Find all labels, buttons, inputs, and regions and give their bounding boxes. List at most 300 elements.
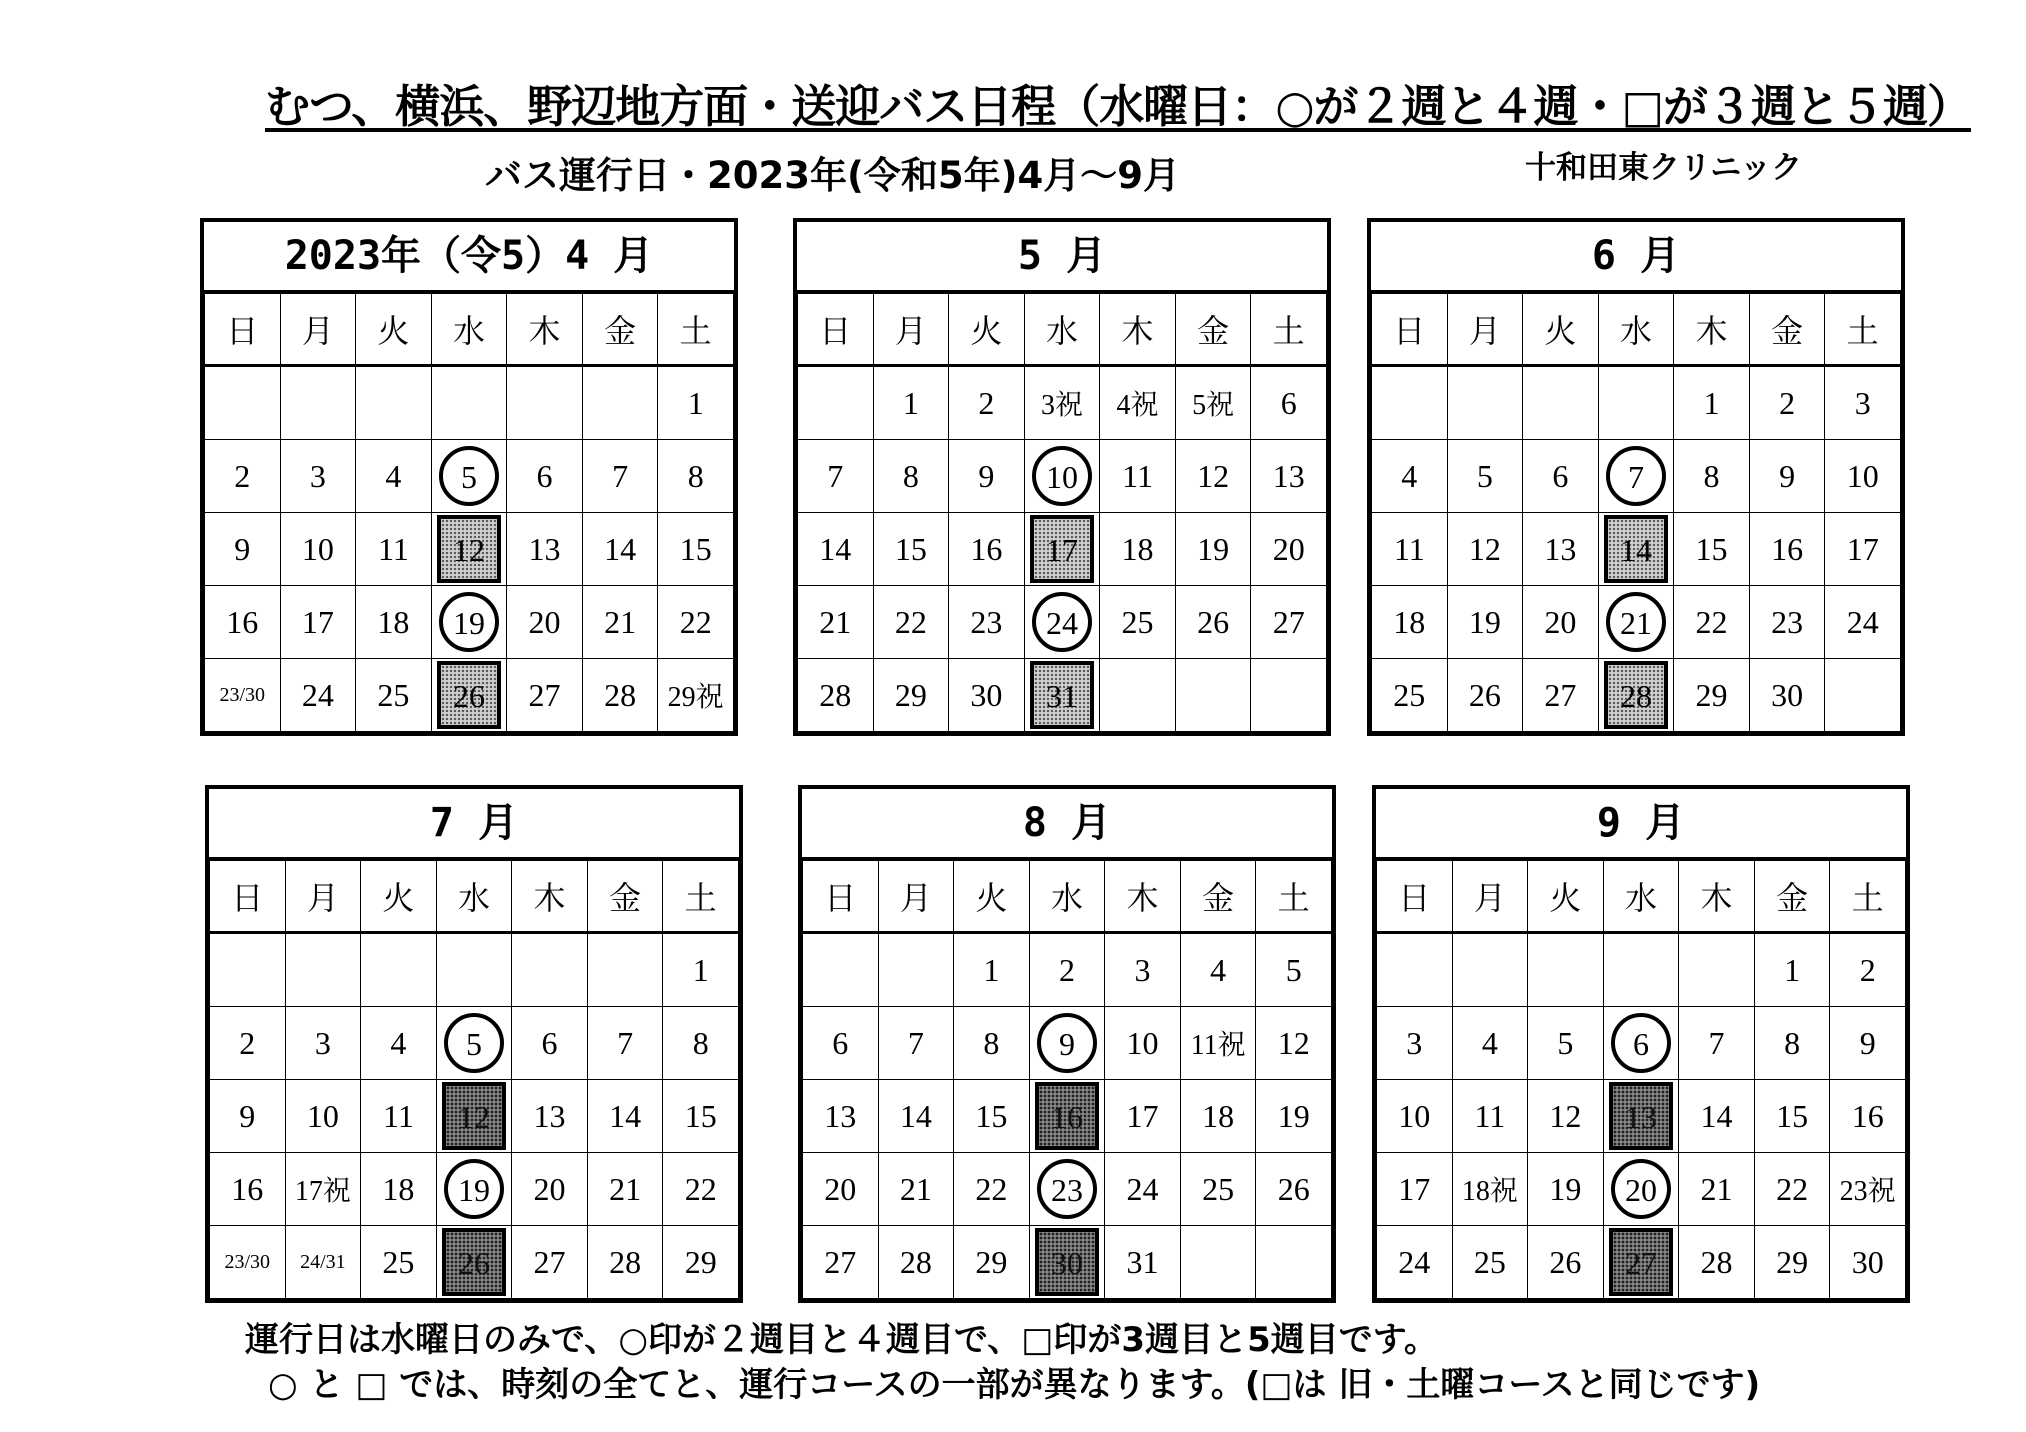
week-row [1377,1226,1906,1299]
month-title: 5 月 [797,222,1327,293]
day-cell: 10 [285,1080,361,1153]
day-cell: 17 [1377,1153,1453,1226]
day-cell: 3 [280,440,356,513]
day-cell: 6 [512,1007,588,1080]
day-cell [1251,659,1327,732]
square-bus-day: 17 [1030,515,1094,583]
day-cell: 25 [356,659,432,732]
weekday-header: 金 [1749,294,1825,366]
day-cell: 1 [954,933,1030,1007]
day-cell: 12 [1256,1007,1332,1080]
day-cell: 19 [1528,1153,1604,1226]
day-cell [1603,1226,1679,1299]
day-cell: 3祝 [1024,366,1100,440]
weekday-header: 月 [280,294,356,366]
day-cell: 21 [878,1153,954,1226]
day-cell: 16 [1830,1080,1906,1153]
weekday-header: 水 [1598,294,1674,366]
day-cell: 25 [361,1226,437,1299]
day-cell: 15 [1754,1080,1830,1153]
day-cell: 9 [1830,1007,1906,1080]
day-cell [1100,659,1176,732]
square-bus-day: 28 [1604,661,1668,729]
square-bus-day: 26 [442,1228,506,1296]
day-cell [431,366,507,440]
day-cell: 6 [1523,440,1599,513]
day-cell [1377,933,1453,1007]
day-cell: 25 [1372,659,1448,732]
day-cell: 7 [582,440,658,513]
day-cell: 11 [1452,1080,1528,1153]
week-row [210,1007,739,1080]
day-cell: 23 [949,586,1025,659]
day-cell [798,366,874,440]
day-cell [1523,366,1599,440]
circle-bus-day: 19 [444,1159,504,1219]
day-cell [1180,1226,1256,1299]
circle-bus-day: 23 [1037,1159,1097,1219]
day-cell [436,933,512,1007]
day-cell: 5 [1528,1007,1604,1080]
day-cell: 2 [1029,933,1105,1007]
day-cell: 12 [1447,513,1523,586]
day-cell [356,366,432,440]
day-cell: 11 [1372,513,1448,586]
week-row [803,1080,1332,1153]
day-cell: 4 [1372,440,1448,513]
day-cell: 26 [1528,1226,1604,1299]
day-cell: 29 [954,1226,1030,1299]
day-cell: 24 [1377,1226,1453,1299]
day-cell: 14 [878,1080,954,1153]
day-cell: 25 [1100,586,1176,659]
day-cell: 2 [1749,366,1825,440]
week-row [798,513,1327,586]
circle-bus-day: 10 [1032,446,1092,506]
day-cell: 10 [1825,440,1901,513]
day-cell: 18 [1100,513,1176,586]
weekday-header: 日 [1372,294,1448,366]
day-cell: 14 [1679,1080,1755,1153]
day-cell: 20 [507,586,583,659]
day-cell [285,933,361,1007]
day-cell: 3 [1377,1007,1453,1080]
weekday-header: 土 [658,294,734,366]
week-row [798,586,1327,659]
day-cell: 13 [507,513,583,586]
day-cell: 27 [507,659,583,732]
day-cell: 10 [1377,1080,1453,1153]
day-cell [431,513,507,586]
day-cell: 22 [663,1153,739,1226]
day-cell [1447,366,1523,440]
day-cell: 25 [1180,1153,1256,1226]
day-cell: 19 [1175,513,1251,586]
footer-note-1: 運行日は水曜日のみで、○印が２週目と４週目で、□印が3週目と5週目です。 [245,1320,1439,1360]
day-cell: 11祝 [1180,1007,1256,1080]
week-row [1372,440,1901,513]
day-cell [1029,1080,1105,1153]
day-cell [1175,659,1251,732]
day-cell: 11 [356,513,432,586]
calendar-grid [209,860,739,1299]
weekday-header: 月 [873,294,949,366]
day-cell: 22 [954,1153,1030,1226]
day-cell: 15 [954,1080,1030,1153]
week-row [205,586,734,659]
day-cell [1452,933,1528,1007]
day-cell [1256,1226,1332,1299]
week-row [1372,586,1901,659]
day-cell [1598,440,1674,513]
day-cell: 27 [512,1226,588,1299]
week-row [798,659,1327,732]
day-cell [210,933,286,1007]
calendar-september [1372,785,1910,1303]
weekday-header: 火 [954,861,1030,933]
day-cell: 6 [507,440,583,513]
day-cell: 24 [1105,1153,1181,1226]
calendar-grid [1371,293,1901,732]
week-row [1377,1153,1906,1226]
weekday-header: 日 [1377,861,1453,933]
square-bus-day: 27 [1609,1228,1673,1296]
weekday-header: 土 [1256,861,1332,933]
weekday-header: 木 [507,294,583,366]
weekday-header: 月 [285,861,361,933]
day-cell: 21 [798,586,874,659]
day-cell: 30 [1749,659,1825,732]
day-cell: 8 [873,440,949,513]
day-cell: 11 [361,1080,437,1153]
day-cell: 20 [1251,513,1327,586]
day-cell: 15 [873,513,949,586]
day-cell [1029,1153,1105,1226]
day-cell: 25 [1452,1226,1528,1299]
day-cell: 1 [873,366,949,440]
circle-bus-day: 24 [1032,592,1092,652]
day-cell: 8 [1754,1007,1830,1080]
day-cell: 4 [1180,933,1256,1007]
weekday-header: 月 [878,861,954,933]
week-row [210,1080,739,1153]
day-cell [361,933,437,1007]
day-cell: 22 [873,586,949,659]
day-cell: 5 [1447,440,1523,513]
square-bus-day: 30 [1035,1228,1099,1296]
day-cell: 1 [658,366,734,440]
day-cell: 9 [949,440,1025,513]
calendar-june [1367,218,1905,736]
day-cell: 23/30 [210,1226,286,1299]
day-cell: 21 [587,1153,663,1226]
day-cell: 4祝 [1100,366,1176,440]
weekday-header: 水 [1024,294,1100,366]
weekday-header: 土 [1251,294,1327,366]
day-cell: 1 [1674,366,1750,440]
day-cell: 10 [1105,1007,1181,1080]
day-cell: 29 [873,659,949,732]
day-cell: 2 [949,366,1025,440]
weekday-header: 土 [1830,861,1906,933]
day-cell: 23祝 [1830,1153,1906,1226]
week-row [205,366,734,440]
week-row [1372,659,1901,732]
day-cell: 31 [1105,1226,1181,1299]
month-title: 8 月 [802,789,1332,860]
day-cell: 19 [1447,586,1523,659]
day-cell: 8 [1674,440,1750,513]
day-cell: 17 [1825,513,1901,586]
day-cell: 8 [658,440,734,513]
day-cell: 17 [1105,1080,1181,1153]
day-cell: 2 [1830,933,1906,1007]
weekday-header: 月 [1452,861,1528,933]
day-cell [1029,1226,1105,1299]
day-cell [436,1080,512,1153]
week-row [1377,1007,1906,1080]
day-cell: 3 [285,1007,361,1080]
day-cell: 13 [1523,513,1599,586]
day-cell [436,1153,512,1226]
day-cell: 7 [878,1007,954,1080]
day-cell [1598,513,1674,586]
day-cell: 16 [1749,513,1825,586]
day-cell [878,933,954,1007]
week-row [803,1007,1332,1080]
circle-bus-day: 21 [1606,592,1666,652]
day-cell [280,366,356,440]
day-cell: 5祝 [1175,366,1251,440]
day-cell: 28 [582,659,658,732]
week-row [798,366,1327,440]
week-row [803,1153,1332,1226]
day-cell [1598,586,1674,659]
calendar-august [798,785,1336,1303]
weekday-header: 月 [1447,294,1523,366]
day-cell: 26 [1175,586,1251,659]
day-cell: 13 [512,1080,588,1153]
day-cell [1024,659,1100,732]
week-row [798,440,1327,513]
calendar-april [200,218,738,736]
day-cell: 24/31 [285,1226,361,1299]
day-cell: 6 [803,1007,879,1080]
page-subtitle: バス運行日・2023年(令和5年)4月～9月 [485,154,1181,197]
week-row [1372,366,1901,440]
weekday-header: 金 [1754,861,1830,933]
week-row [210,1153,739,1226]
weekday-header: 火 [949,294,1025,366]
day-cell: 16 [205,586,281,659]
day-cell: 2 [205,440,281,513]
day-cell [431,586,507,659]
month-title: 7 月 [209,789,739,860]
day-cell: 13 [1251,440,1327,513]
square-bus-day: 13 [1609,1082,1673,1150]
day-cell: 29 [1754,1226,1830,1299]
day-cell: 8 [954,1007,1030,1080]
calendar-grid [204,293,734,732]
circle-bus-day: 5 [444,1013,504,1073]
week-row [803,1226,1332,1299]
square-bus-day: 12 [442,1082,506,1150]
day-cell: 1 [663,933,739,1007]
weekday-header: 日 [803,861,879,933]
week-row [803,933,1332,1007]
page-title: むつ、横浜、野辺地方面・送迎バス日程（水曜日：○が２週と４週・□が３週と５週） [265,80,1971,133]
day-cell [1372,366,1448,440]
footer-note-2: ○ と □ では、時刻の全てと、運行コースの一部が異なります。(□は 旧・土曜コースと同じです) [268,1365,1761,1405]
day-cell: 18 [361,1153,437,1226]
day-cell: 29 [663,1226,739,1299]
day-cell: 20 [1523,586,1599,659]
weekday-header: 火 [1523,294,1599,366]
day-cell: 28 [798,659,874,732]
weekday-header: 日 [205,294,281,366]
day-cell: 27 [1523,659,1599,732]
day-cell [1825,659,1901,732]
day-cell: 28 [587,1226,663,1299]
weekday-header: 水 [1029,861,1105,933]
weekday-header: 土 [1825,294,1901,366]
square-bus-day: 31 [1030,661,1094,729]
day-cell: 26 [1447,659,1523,732]
circle-bus-day: 9 [1037,1013,1097,1073]
day-cell: 24 [280,659,356,732]
day-cell [436,1007,512,1080]
day-cell: 23/30 [205,659,281,732]
day-cell [587,933,663,1007]
month-title: 9 月 [1376,789,1906,860]
day-cell: 21 [1679,1153,1755,1226]
circle-bus-day: 6 [1611,1013,1671,1073]
day-cell [1024,513,1100,586]
day-cell [512,933,588,1007]
square-bus-day: 12 [437,515,501,583]
circle-bus-day: 19 [439,592,499,652]
weekday-header: 金 [582,294,658,366]
weekday-header: 火 [1528,861,1604,933]
weekday-header: 金 [1180,861,1256,933]
day-cell: 3 [1825,366,1901,440]
day-cell: 22 [658,586,734,659]
day-cell: 12 [1175,440,1251,513]
day-cell: 23 [1749,586,1825,659]
day-cell: 27 [803,1226,879,1299]
day-cell [1679,933,1755,1007]
day-cell: 18 [356,586,432,659]
day-cell [431,659,507,732]
day-cell [582,366,658,440]
day-cell: 8 [663,1007,739,1080]
day-cell: 9 [1749,440,1825,513]
calendar-grid [802,860,1332,1299]
day-cell: 30 [949,659,1025,732]
day-cell: 7 [587,1007,663,1080]
day-cell: 11 [1100,440,1176,513]
day-cell: 18祝 [1452,1153,1528,1226]
day-cell: 15 [658,513,734,586]
calendar-july [205,785,743,1303]
day-cell: 21 [582,586,658,659]
day-cell [1598,366,1674,440]
day-cell: 15 [1674,513,1750,586]
week-row [1377,1080,1906,1153]
day-cell: 28 [878,1226,954,1299]
week-row [1377,933,1906,1007]
weekday-header: 木 [1679,861,1755,933]
day-cell: 22 [1754,1153,1830,1226]
weekday-header: 木 [1100,294,1176,366]
day-cell [1603,1080,1679,1153]
circle-bus-day: 7 [1606,446,1666,506]
weekday-header: 火 [361,861,437,933]
day-cell: 30 [1830,1226,1906,1299]
calendar-grid [797,293,1327,732]
month-title: 2023年（令5）4 月 [204,222,734,293]
day-cell [1024,440,1100,513]
square-bus-day: 26 [437,661,501,729]
day-cell: 22 [1674,586,1750,659]
calendar-grid [1376,860,1906,1299]
day-cell: 29祝 [658,659,734,732]
week-row [205,440,734,513]
weekday-header: 金 [587,861,663,933]
day-cell [1603,1153,1679,1226]
day-cell: 24 [1825,586,1901,659]
day-cell: 28 [1679,1226,1755,1299]
weekday-header: 木 [1105,861,1181,933]
day-cell: 20 [512,1153,588,1226]
day-cell: 17 [280,586,356,659]
day-cell: 9 [210,1080,286,1153]
day-cell: 7 [1679,1007,1755,1080]
day-cell: 12 [1528,1080,1604,1153]
day-cell [1024,586,1100,659]
day-cell: 17祝 [285,1153,361,1226]
week-row [210,1226,739,1299]
day-cell: 10 [280,513,356,586]
day-cell [1603,1007,1679,1080]
day-cell [1603,933,1679,1007]
day-cell: 26 [1256,1153,1332,1226]
day-cell: 18 [1372,586,1448,659]
weekday-header: 日 [798,294,874,366]
day-cell: 3 [1105,933,1181,1007]
day-cell [1029,1007,1105,1080]
day-cell: 18 [1180,1080,1256,1153]
week-row [210,933,739,1007]
day-cell [205,366,281,440]
day-cell: 4 [1452,1007,1528,1080]
weekday-header: 土 [663,861,739,933]
day-cell [1598,659,1674,732]
day-cell: 5 [1256,933,1332,1007]
week-row [205,513,734,586]
day-cell [436,1226,512,1299]
day-cell: 7 [798,440,874,513]
day-cell: 2 [210,1007,286,1080]
clinic-name: 十和田東クリニック [1525,150,1803,186]
day-cell: 6 [1251,366,1327,440]
square-bus-day: 14 [1604,515,1668,583]
day-cell: 14 [582,513,658,586]
day-cell: 15 [663,1080,739,1153]
day-cell: 1 [1754,933,1830,1007]
weekday-header: 木 [1674,294,1750,366]
day-cell: 4 [361,1007,437,1080]
